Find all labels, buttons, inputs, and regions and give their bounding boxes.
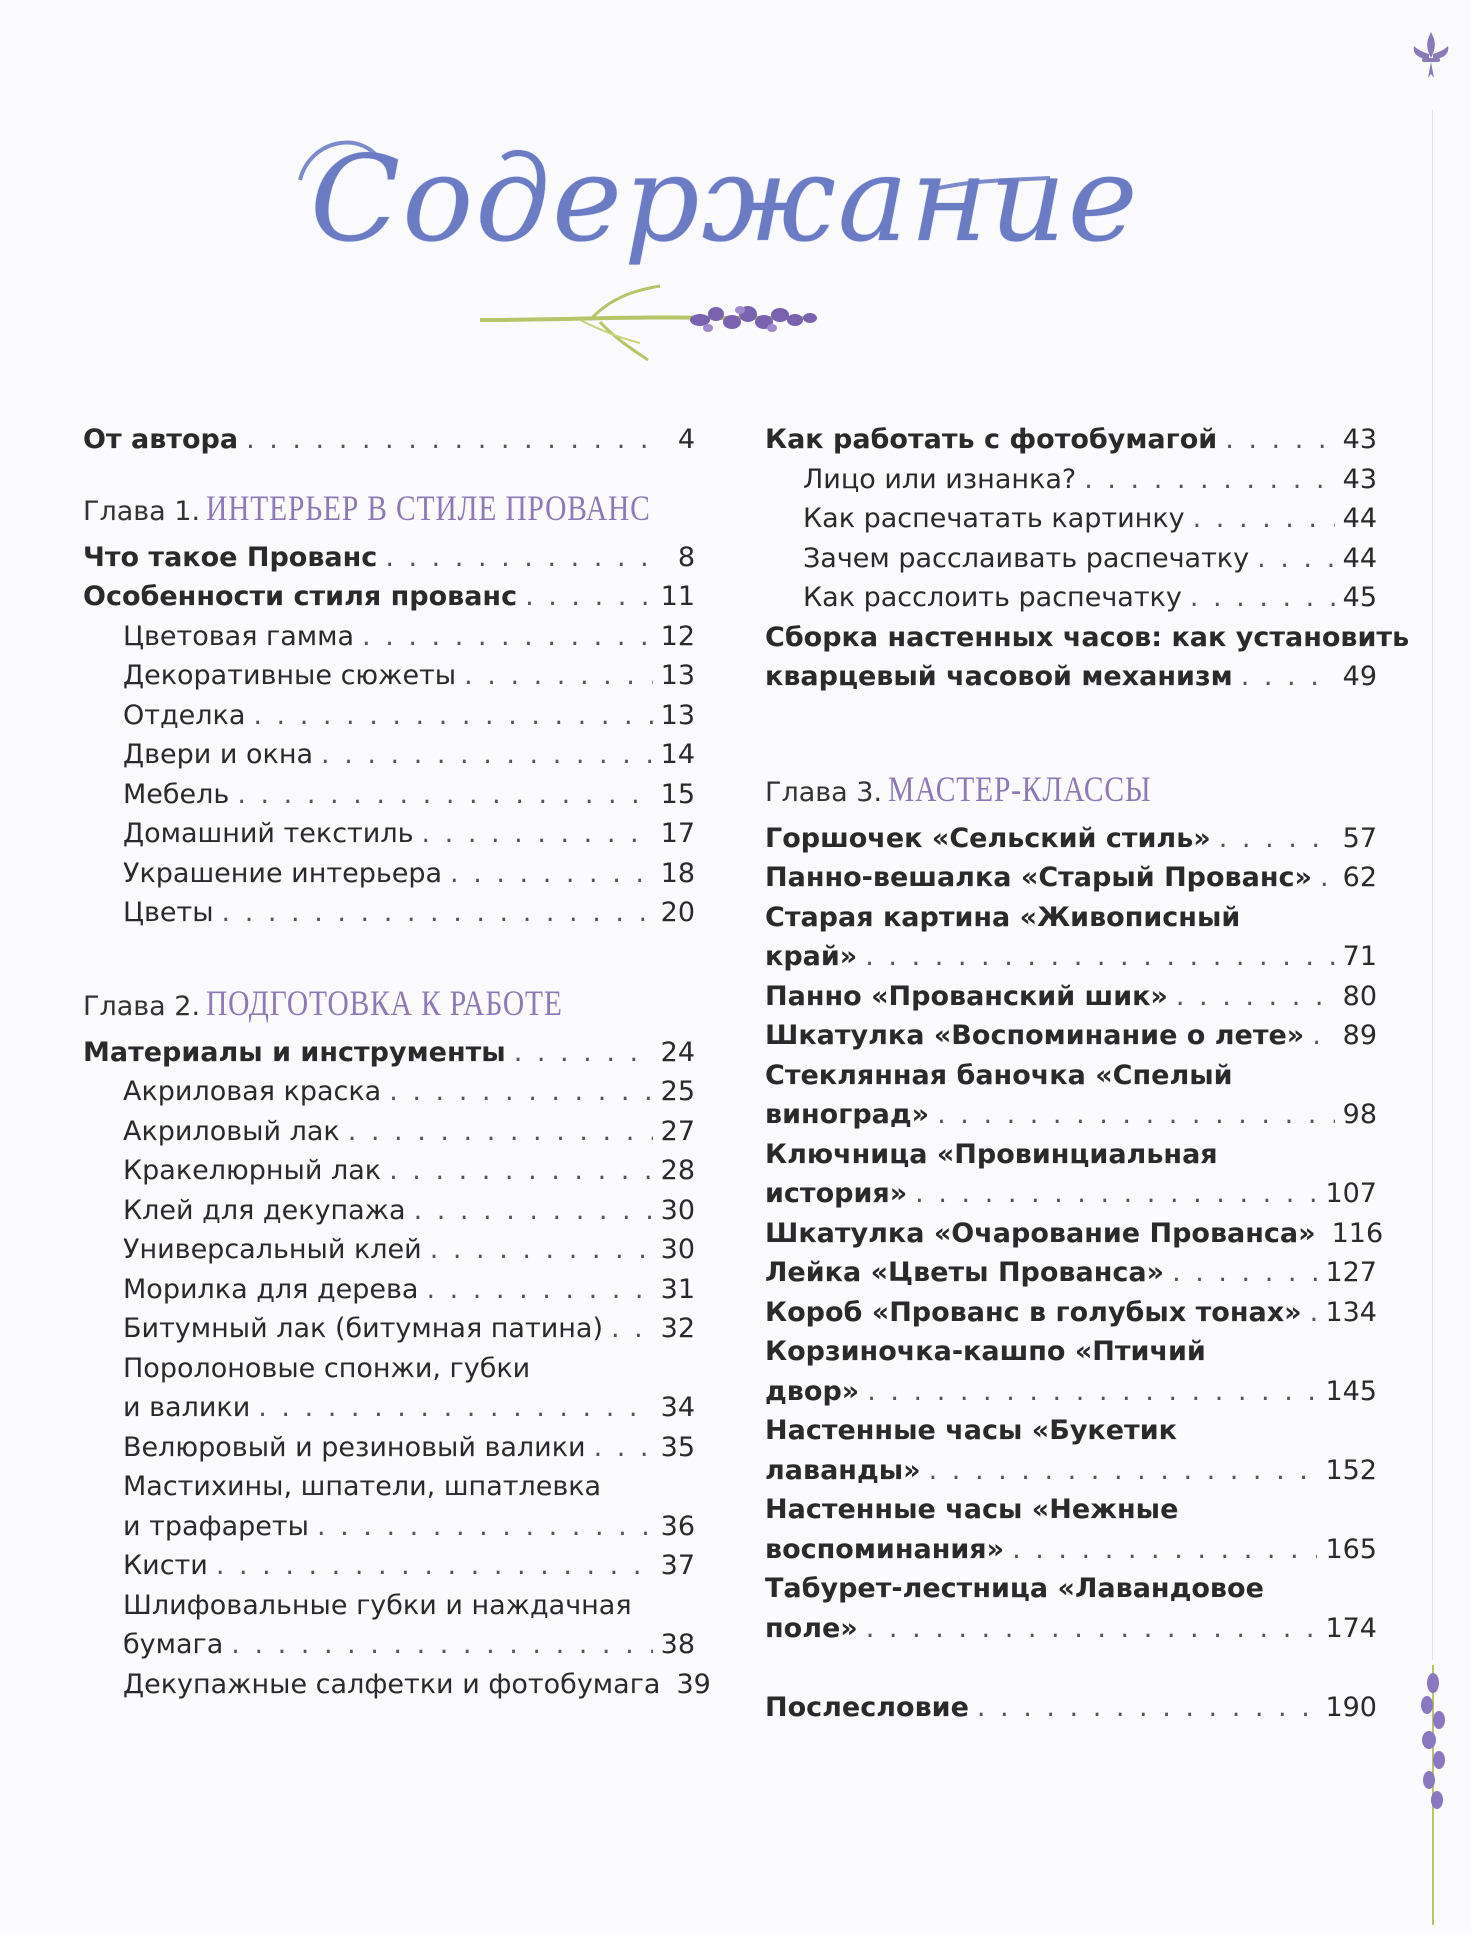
entry-page: 44	[1342, 503, 1377, 534]
leader-dots	[929, 1451, 1318, 1491]
entry-page: 165	[1325, 1533, 1377, 1565]
toc-subentry[interactable]	[83, 1665, 711, 1705]
chapter-name: ПОДГОТОВКА К РАБОТЕ	[206, 982, 563, 1023]
toc-right-column	[765, 420, 1410, 1728]
toc-subentry[interactable]	[765, 539, 1377, 579]
entry-title: кварцевый часовой механизм	[765, 661, 1233, 692]
entry-title: Настенные часы «Нежные	[765, 1494, 1179, 1525]
leader-dots	[430, 1230, 653, 1270]
toc-subentry[interactable]	[83, 1230, 695, 1270]
entry-title: Зачем расслаивать распечатку	[803, 542, 1250, 574]
chapter-heading	[83, 478, 695, 538]
entry-title: Что такое Прованс	[83, 541, 378, 573]
leader-dots	[1193, 499, 1335, 539]
toc-subentry[interactable]	[83, 775, 695, 815]
leader-dots	[1219, 819, 1335, 859]
entry-title: край»	[765, 941, 858, 972]
leader-dots	[514, 1033, 653, 1073]
entry-title: Стеклянная баночка «Спелый	[765, 1059, 1233, 1091]
entry-title: история»	[765, 1178, 908, 1209]
leader-dots	[1176, 977, 1335, 1017]
toc-entry[interactable]	[83, 538, 695, 578]
toc-entry[interactable]	[765, 858, 1377, 898]
entry-title: Табурет-лестница «Лавандовое	[765, 1573, 1264, 1604]
entry-page: 18	[660, 857, 695, 889]
entry-page: 134	[1325, 1296, 1377, 1328]
entry-page: 80	[1342, 980, 1377, 1012]
entry-title: Декупажные салфетки и фотобумага	[123, 1668, 661, 1700]
entry-page: 34	[660, 1392, 695, 1423]
toc-entry[interactable]	[765, 1569, 1377, 1609]
toc-subentry[interactable]	[83, 1349, 695, 1389]
toc-subentry[interactable]	[765, 578, 1377, 618]
entry-page: 25	[660, 1076, 695, 1107]
entry-page: 13	[660, 699, 695, 731]
toc-subentry[interactable]	[83, 735, 695, 775]
entry-title: Старая картина «Живописный	[765, 901, 1241, 933]
entry-title: Мастихины, шпатели, шпатлевка	[123, 1471, 602, 1502]
entry-page: 145	[1325, 1375, 1377, 1407]
entry-title: Ключница «Провинциальная	[765, 1138, 1218, 1170]
entry-title: Битумный лак (битумная патина)	[123, 1313, 603, 1344]
entry-page: 27	[660, 1115, 695, 1147]
toc-entry[interactable]	[765, 1411, 1377, 1451]
entry-page: 15	[660, 778, 695, 810]
toc-subentry[interactable]	[765, 499, 1377, 539]
leader-dots	[594, 1428, 653, 1468]
toc-subentry[interactable]	[83, 854, 695, 894]
chapter-heading	[765, 759, 1377, 819]
toc-entry[interactable]	[765, 1490, 1377, 1530]
entry-title: Велюровый и резиновый валики	[123, 1431, 586, 1463]
toc-entry[interactable]	[765, 1372, 1377, 1412]
entry-title: Шкатулка «Очарование Прованса»	[765, 1217, 1316, 1249]
toc-subentry[interactable]	[83, 1191, 695, 1231]
leader-dots	[867, 1372, 1317, 1412]
entry-page: 11	[660, 581, 695, 612]
toc-subentry[interactable]	[83, 1467, 695, 1507]
toc-subentry[interactable]	[83, 1309, 695, 1349]
toc-entry[interactable]	[765, 937, 1377, 977]
entry-page: 127	[1325, 1257, 1377, 1288]
entry-title: Настенные часы «Букетик	[765, 1415, 1177, 1446]
entry-title: и валики	[123, 1392, 251, 1423]
toc-entry[interactable]	[765, 1332, 1377, 1372]
toc-subentry[interactable]	[83, 1625, 695, 1665]
toc-entry[interactable]	[765, 1214, 1384, 1254]
leader-dots	[222, 893, 653, 933]
entry-title: Универсальный клей	[123, 1234, 422, 1265]
entry-page: 20	[660, 897, 695, 928]
chapter-label: Глава 3.	[765, 776, 883, 808]
page-title	[290, 120, 1140, 268]
leader-dots	[389, 1072, 652, 1112]
entry-title: Декоративные сюжеты	[123, 660, 457, 691]
lavender-side-icon	[1405, 1665, 1465, 1925]
toc-entry[interactable]	[765, 977, 1377, 1017]
leader-dots	[915, 1174, 1317, 1214]
toc-subentry[interactable]	[765, 460, 1377, 500]
entry-title: Мебель	[123, 778, 230, 810]
leader-dots	[1320, 858, 1335, 898]
toc-entry[interactable]	[765, 1609, 1377, 1649]
lavender-sprig-icon	[470, 268, 830, 378]
toc-entry[interactable]	[765, 1688, 1377, 1728]
entry-title: поле»	[765, 1612, 858, 1644]
margin-rule	[1432, 110, 1433, 1660]
entry-title: Акриловый лак	[123, 1115, 340, 1147]
leader-dots	[385, 538, 657, 578]
leader-dots	[1312, 1016, 1334, 1056]
entry-page: 30	[660, 1194, 695, 1226]
entry-page: 116	[1331, 1217, 1384, 1249]
toc-subentry[interactable]	[83, 893, 695, 933]
toc-subentry[interactable]	[83, 1507, 695, 1547]
entry-title: Цветы	[123, 897, 214, 928]
entry-page: 89	[1342, 1020, 1377, 1051]
toc-entry[interactable]	[765, 657, 1377, 697]
entry-title: Как распечатать картинку	[803, 503, 1185, 534]
entry-title: Панно-вешалка «Старый Прованс»	[765, 862, 1312, 893]
entry-title: Шкатулка «Воспоминание о лете»	[765, 1020, 1305, 1051]
leader-dots	[362, 617, 653, 657]
entry-page: 174	[1325, 1612, 1377, 1644]
entry-page: 57	[1342, 822, 1377, 854]
entry-page: 43	[1342, 463, 1377, 495]
leader-dots	[1257, 539, 1335, 579]
toc-entry[interactable]	[765, 1056, 1377, 1096]
toc-entry[interactable]	[765, 1174, 1377, 1214]
toc-entry[interactable]	[765, 420, 1377, 460]
entry-page: 44	[1342, 542, 1377, 574]
entry-page: 13	[660, 660, 695, 691]
toc-subentry[interactable]	[83, 1388, 695, 1428]
toc-entry[interactable]	[83, 420, 695, 460]
entry-page: 39	[676, 1668, 711, 1700]
entry-title: Материалы и инструменты	[83, 1036, 506, 1068]
toc-subentry[interactable]	[83, 1112, 695, 1152]
entry-title: виноград»	[765, 1099, 930, 1130]
entry-page: 24	[660, 1036, 695, 1068]
leader-dots	[414, 1191, 653, 1231]
leader-dots	[977, 1688, 1318, 1728]
toc-entry[interactable]	[765, 1530, 1377, 1570]
title-text: Содержание	[310, 130, 1140, 268]
leader-dots	[422, 814, 653, 854]
entry-title: Горшочек «Сельский стиль»	[765, 822, 1211, 854]
leader-dots	[231, 1625, 652, 1665]
entry-page: 12	[660, 620, 695, 652]
entry-page: 49	[1342, 661, 1377, 692]
leader-dots	[246, 420, 657, 460]
entry-title: Шлифовальные губки и наждачная	[123, 1589, 632, 1621]
leader-dots	[426, 1270, 652, 1310]
leader-dots	[937, 1095, 1335, 1135]
leader-dots	[1241, 657, 1335, 697]
entry-page: 190	[1325, 1692, 1377, 1723]
entry-title: Акриловая краска	[123, 1076, 382, 1107]
entry-title: Короб «Прованс в голубых тонах»	[765, 1296, 1302, 1328]
toc-subentry[interactable]	[83, 1428, 695, 1468]
toc-entry[interactable]	[765, 1135, 1377, 1175]
toc-subentry[interactable]	[83, 696, 695, 736]
entry-title: Лицо или изнанка?	[803, 463, 1077, 495]
entry-page: 37	[660, 1550, 695, 1581]
toc-entry[interactable]	[765, 1293, 1377, 1333]
entry-title: Панно «Прованский шик»	[765, 980, 1168, 1012]
toc-subentry[interactable]	[83, 1270, 695, 1310]
entry-title: и трафареты	[123, 1510, 309, 1542]
toc-entry[interactable]	[765, 898, 1377, 938]
toc-entry[interactable]	[765, 1451, 1377, 1491]
leader-dots	[237, 775, 652, 815]
chapter-name: ИНТЕРЬЕР В СТИЛЕ ПРОВАНС	[206, 487, 651, 528]
leader-dots	[1012, 1530, 1317, 1570]
entry-title: воспоминания»	[765, 1533, 1005, 1565]
entry-page: 45	[1342, 582, 1377, 613]
leader-dots	[464, 656, 653, 696]
leader-dots	[348, 1112, 653, 1152]
entry-title: Домашний текстиль	[123, 818, 414, 849]
leader-dots	[321, 735, 653, 775]
entry-title: Кисти	[123, 1550, 208, 1581]
leader-dots	[866, 1609, 1318, 1649]
toc-entry[interactable]	[765, 618, 1410, 658]
entry-page: 28	[660, 1155, 695, 1186]
entry-title: Отделка	[123, 699, 246, 731]
entry-title: Украшение интерьера	[123, 857, 443, 889]
entry-title: лаванды»	[765, 1454, 921, 1486]
entry-page: 35	[660, 1431, 695, 1463]
toc-subentry[interactable]	[83, 1546, 695, 1586]
toc-subentry[interactable]	[83, 656, 695, 696]
leader-dots	[258, 1388, 652, 1428]
entry-title: Послесловие	[765, 1692, 969, 1723]
toc-subentry[interactable]	[83, 617, 695, 657]
toc-subentry[interactable]	[83, 1151, 695, 1191]
toc-entry[interactable]	[765, 1253, 1377, 1293]
leader-dots	[1172, 1253, 1317, 1293]
entry-page: 38	[660, 1629, 695, 1660]
entry-title: двор»	[765, 1375, 860, 1407]
entry-title: Особенности стиля прованс	[83, 581, 518, 612]
leader-dots	[611, 1309, 653, 1349]
entry-page: 8	[677, 541, 695, 573]
leader-dots	[389, 1151, 653, 1191]
entry-title: Поролоновые спонжи, губки	[123, 1352, 531, 1384]
toc-entry[interactable]	[83, 1033, 695, 1073]
toc-entry[interactable]	[765, 1016, 1377, 1056]
leader-dots	[1084, 460, 1334, 500]
chapter-heading	[83, 973, 695, 1033]
toc-subentry[interactable]	[83, 1586, 695, 1626]
entry-page: 32	[660, 1313, 695, 1344]
entry-page: 43	[1342, 424, 1377, 455]
entry-title: Корзиночка-кашпо «Птичий	[765, 1336, 1206, 1367]
leader-dots	[865, 937, 1334, 977]
leader-dots	[1310, 1293, 1318, 1333]
toc-entry[interactable]	[83, 577, 695, 617]
chapter-label: Глава 2.	[83, 990, 201, 1022]
entry-page: 4	[677, 424, 695, 455]
toc-entry[interactable]	[765, 819, 1377, 859]
spacer	[765, 1648, 1377, 1688]
entry-page: 14	[660, 739, 695, 770]
toc-entry[interactable]	[765, 1095, 1377, 1135]
toc-subentry[interactable]	[83, 814, 695, 854]
entry-title: Двери и окна	[123, 739, 314, 770]
leader-dots	[1190, 578, 1335, 618]
leader-dots	[1225, 420, 1334, 460]
entry-title: Цветовая гамма	[123, 620, 355, 652]
toc-subentry[interactable]	[83, 1072, 695, 1112]
entry-title: Морилка для дерева	[123, 1273, 419, 1305]
entry-title: Лейка «Цветы Прованса»	[765, 1257, 1165, 1288]
entry-page: 107	[1325, 1178, 1377, 1209]
leader-dots	[525, 577, 653, 617]
leader-dots	[216, 1546, 653, 1586]
entry-title: бумага	[123, 1629, 224, 1660]
entry-page: 152	[1325, 1454, 1377, 1486]
entry-page: 71	[1342, 941, 1377, 972]
leader-dots	[450, 854, 653, 894]
entry-title: Клей для декупажа	[123, 1194, 406, 1226]
fleur-de-lis-icon	[1408, 28, 1454, 84]
toc-left-column	[83, 420, 711, 1704]
leader-dots	[253, 696, 652, 736]
leader-dots	[317, 1507, 653, 1547]
entry-page: 30	[660, 1234, 695, 1265]
entry-page: 36	[660, 1510, 695, 1542]
entry-page: 17	[660, 818, 695, 849]
entry-page: 62	[1342, 862, 1377, 893]
entry-title: Как работать с фотобумагой	[765, 424, 1218, 455]
entry-title: Сборка настенных часов: как установить	[765, 621, 1410, 653]
entry-page: 98	[1342, 1099, 1377, 1130]
entry-title: Как расслоить распечатку	[803, 582, 1182, 613]
entry-title: От автора	[83, 424, 239, 455]
entry-title: Кракелюрный лак	[123, 1155, 382, 1186]
chapter-label: Глава 1.	[83, 495, 201, 527]
chapter-name: МАСТЕР-КЛАССЫ	[888, 768, 1152, 809]
entry-page: 31	[660, 1273, 695, 1305]
